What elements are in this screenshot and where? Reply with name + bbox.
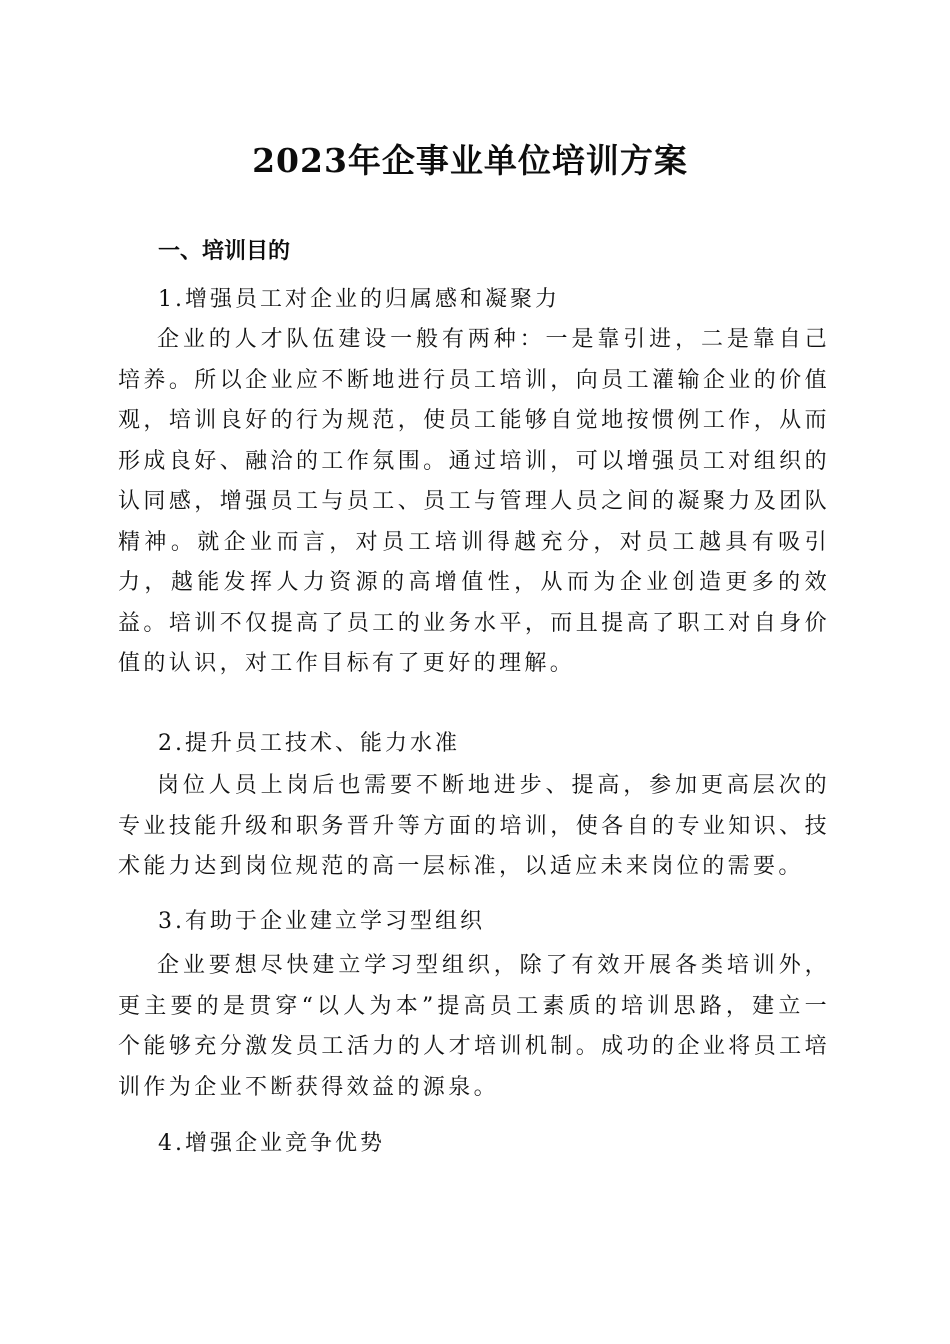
subheading-2: 2.提升员工技术、能力水准 xyxy=(158,731,460,756)
subheading-1: 1.增强员工对企业的归属感和凝聚力 xyxy=(158,287,560,312)
subheading-3: 3.有助于企业建立学习型组织 xyxy=(158,909,485,934)
section-heading-training-purpose: 一、培训目的 xyxy=(158,239,291,264)
subheading-4: 4.增强企业竞争优势 xyxy=(158,1131,385,1156)
paragraph-1: 企业的人才队伍建设一般有两种：一是靠引进，二是靠自己培养。所以企业应不断地进行员工培训，向员工灌输企业的价值观，培训良好的行为规范，使员工能够自觉地按惯例工作，从而形成良好、融洽的工作氛围。通过培训，可以增强员工对组织的认同感，增强员工与员工、员工与管理人员之间的凝聚力及团队精神。就企业而言，对员工培训得越充分，对员工越具有吸引力，越能发挥人力资源的高增值性，从而为企业创造更多的效益。培训不仅提高了员工的业务水平，而且提高了职工对自身价值的认识，对工作目标有了更好的理解。 xyxy=(118,327,830,676)
paragraph-2: 岗位人员上岗后也需要不断地进步、提高，参加更高层次的专业技能升级和职务晋升等方面的培训，使各自的专业知识、技术能力达到岗位规范的高一层标准，以适应未来岗位的需要。 xyxy=(118,773,830,879)
paragraph-3: 企业要想尽快建立学习型组织，除了有效开展各类培训外，更主要的是贯穿“以人为本”提高员工素质的培训思路，建立一个能够充分激发员工活力的人才培训机制。成功的企业将员工培训作为企业不断获得效益的源泉。 xyxy=(118,953,830,1100)
document-title: 2023年企事业单位培训方案 xyxy=(252,141,688,180)
